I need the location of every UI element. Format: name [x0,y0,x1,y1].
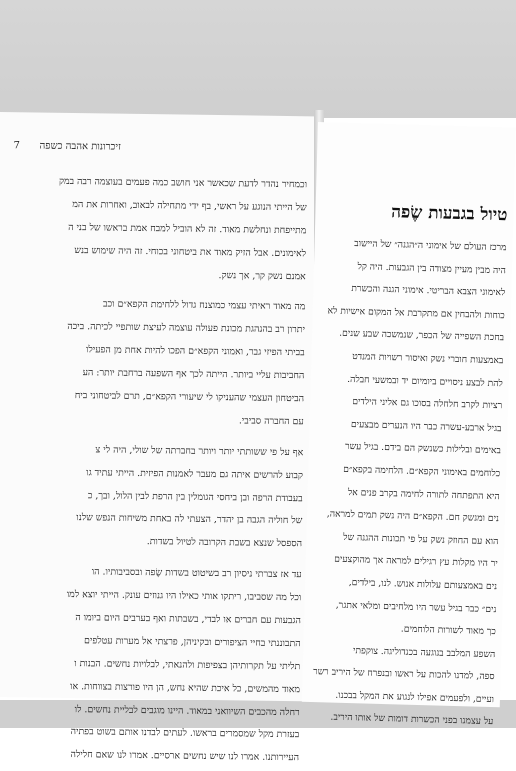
text-line: רחלה מהכבים השיוואני במאוד. היינו מוגבים לבליית נחשים. לו [74,703,300,718]
text-line: לאימונים. אבל הזיק מאוד את ביטחוני בכוחי. זה היה שימוש בנש [74,244,307,259]
text-line: לאימוני הצבא הבריטי. אימוני הגנה והכשרת [351,283,506,299]
text-line: תליתי על תקרותיהן בצפיפות ולהנאתי, לבלויות נחשים. הבנות ו [74,657,301,673]
text-line: של הייתי הנוגע על ראשי, בף ידי מתחילה לבאוב, ואחרות את המ [72,198,307,214]
text-line: אמנם נשק קר, אך נשק. [218,269,306,282]
text-line: העיירותנו. אמרו לנו שיש נחשים ארסיים. אמרו לנו שאם חלילה [70,749,300,764]
text-line: אף על פי ששותתי יותר ויותר בחברתה של שולי, היה לי צ [95,444,304,459]
text-line: וכמחיר נהדר לדעת שכאשר אני חושב כמה פעמים בעוצמה רבה במק [58,175,308,191]
text-line: עם החברה סביבי. [238,415,304,428]
running-header: זיכרונות אהבה כשפה [39,140,121,153]
text-line: מרכז העולם של אימוני ה״הגנה״ של היישוב [354,238,507,254]
page-number: 7 [13,140,20,152]
text-line: כך מאוד לשורות הלוחמים. [400,623,496,638]
text-line: בחכת השפייה של הכפר, שנמשכה שבע שנים. [339,328,505,344]
right-page [302,122,516,728]
text-line: יתרון רב בהנהגת מכונת פעולה עוצמה לעיצת שותפיי לכיתה. ביכה [67,321,306,336]
right-page-text [301,232,507,734]
text-line: נים באמצעותם עלולות אנוש. לנו, בילדים, [348,576,498,593]
text-line: כוחות ולהבחין אם מתקרבת אל המקום אישיות לא [327,305,505,322]
text-line: של חוליה הגבה בן יהדר, הצעתי לה באחת משיחות הנפש שלנו [76,512,303,527]
text-line: הוא עם החוזק נשק על פי תכונות ההגנה של [343,531,499,547]
text-line: עד אז צברתי ניסיון רב בשיטוט בשדות שֶׂפה ובסביבותיו. הו [91,566,302,581]
text-line: נים ומנשק חם. הקפא״ם היה נשק תמים למראה, [326,508,500,525]
text-line: בעבודת הרפה ובן ביחסי הגומלין בין הרפת לבין הלול, ובך, כ [87,489,303,504]
left-page [0,112,320,764]
text-line: כלוחמים באימוני הקפא״ם. הלחימה בקפא״ם [343,463,501,480]
text-line: ועיים, ולפעמים אפילו לנגוע את המקל בבכנו. [335,689,495,706]
text-line: בגיל ארבע-עשרה כבר היו הנערים מבצעים [350,418,502,434]
text-line: בביתי הפיזי גבר, ואמוני הקפא״ם הפכו להיות אחת מן הפעילו [85,344,305,359]
text-line: יר היו מקלות עץ רגילים למראה אך מהוקצעים [333,553,498,570]
text-line: באמצעות חוברי נשק ואיסור רשויות המנדט [352,351,504,367]
text-line: היא התפתחה לתורה לחימה בקרב פנים אל [347,486,500,502]
chapter-heading: טיול בגבעות שֶׂפה [390,202,508,226]
text-line: נים״ כבר בגיל עשר היו מלחיבים ומלאי אתגר, [335,599,497,615]
text-line: השפע המלבב בנוגעה בכנדוליגה. צוקפתי [352,644,496,660]
text-line: הביטחון העצמי שהעניקו לי שיעורי הקפא״ם, תרם לביטחוני ביח [74,390,305,405]
scan-background-top [0,0,516,118]
text-line: מאוד מהמשים, כל איכת שהיא נחש, הן היו פורצות בצווחות. או [70,680,301,695]
text-line: וכל מה שסביבו, ריתקו אותי כאילו היו גנוזים עונק. הייתי יוצא למו [66,589,302,604]
text-line: רציות לקרב חלחלה בסוכו גם אליני הילדים [352,396,503,412]
text-line: על עצמנו בפני הכשרות דומות של אותו היריב. [330,712,494,728]
text-line: מה מאוד ראיתי עצמי כמוצנח גדול ללחימת הקפא״ם וכב [102,298,306,313]
text-line: להת לבצע ניסויים ביומיום יד ובמשעי חבלה. [347,373,503,389]
text-line: הגבעות עם חברים או לבדי, בשבתות ואף בערבים היום ביומו ה [75,612,302,627]
text-line: החביבות עליי ביותר. הייתה לכך אף השפעה ברחבת יותר: הע [82,367,305,382]
text-line: באימים ובלילות כשנשק הם בידם. בגיל עשר [344,441,502,457]
text-line: הספסל שנצא בשבת הקרובה לטיול בשדות. [146,536,303,550]
text-line: התבוננתי בחיי הציפורים ובקיניהן, פרצתי אל מערות עטלפים [83,635,301,650]
left-page-text [1,170,307,770]
text-line: מתייפחת ונחלשת מאוד. זה לא הוביל למבח אמת בראשו של בני ה [68,221,307,237]
page-header [13,140,305,158]
text-line: בעזרת מקל שמסמרים בראשו. לעתים לבדנו אותם בשוט בפתיה [70,726,300,741]
text-line: קבוע להרשים איתה גם מעבר לאמנות הפיזית. הייתי עתיד גו [86,466,304,481]
text-line: היה מבין מעיין מצודה בין הגבעות. היה קל [357,260,507,276]
text-line: ספה, למדנו להכות על ראשו ובנפרח של היריב רשר [313,666,495,683]
